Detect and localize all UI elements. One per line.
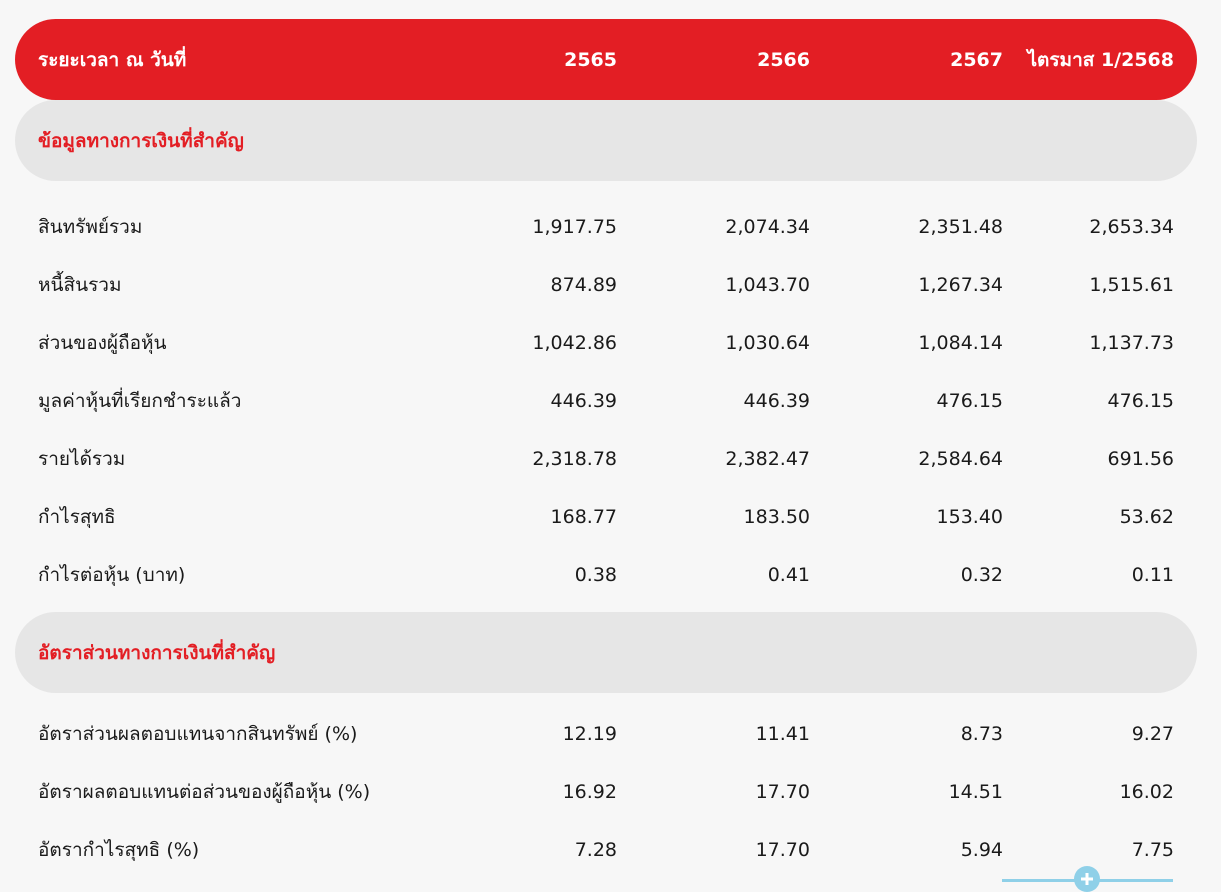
header-year-2566: 2566 [757,48,810,71]
row-value: 5.94 [960,839,1003,861]
row-value: 0.11 [1131,564,1174,586]
row-label: อัตราผลตอบแทนต่อส่วนของผู้ถือหุ้น (%) [38,781,371,803]
row-value: 1,917.75 [532,216,617,238]
plus-icon [1080,872,1094,886]
row-value: 8.73 [960,723,1003,745]
row-value: 0.32 [960,564,1003,586]
expand-control[interactable] [1002,866,1173,886]
row-label: กำไรต่อหุ้น (บาท) [38,564,186,586]
row-label: รายได้รวม [38,448,126,470]
table-row [15,198,1197,256]
header-year-2567: 2567 [950,48,1003,71]
row-value: 1,043.70 [725,274,810,296]
row-value: 446.39 [550,390,617,412]
header-year-2565: 2565 [564,48,617,71]
table-row [15,546,1197,604]
row-value: 1,515.61 [1089,274,1174,296]
row-value: 7.75 [1131,839,1174,861]
row-value: 0.38 [574,564,617,586]
section-title: ข้อมูลทางการเงินที่สำคัญ [38,129,244,152]
row-value: 476.15 [936,390,1003,412]
section-key-financial-ratios [15,612,1197,693]
table-header [15,19,1197,100]
section-key-financial-data [15,100,1197,181]
table-row [15,430,1197,488]
row-value: 1,030.64 [725,332,810,354]
row-label: อัตรากำไรสุทธิ (%) [38,839,200,861]
row-value: 0.41 [767,564,810,586]
row-label: อัตราส่วนผลตอบแทนจากสินทรัพย์ (%) [38,723,358,745]
table-row [15,256,1197,314]
table-row [15,763,1197,821]
row-value: 14.51 [948,781,1003,803]
row-value: 168.77 [550,506,617,528]
row-value: 12.19 [562,723,617,745]
row-value: 53.62 [1119,506,1174,528]
row-value: 2,584.64 [918,448,1003,470]
row-value: 1,084.14 [918,332,1003,354]
row-value: 153.40 [936,506,1003,528]
row-value: 9.27 [1131,723,1174,745]
row-value: 1,137.73 [1089,332,1174,354]
row-label: ส่วนของผู้ถือหุ้น [38,332,167,354]
row-label: หนี้สินรวม [38,274,122,296]
row-label: กำไรสุทธิ [38,506,116,528]
row-value: 17.70 [755,781,810,803]
row-value: 691.56 [1107,448,1174,470]
row-value: 1,042.86 [532,332,617,354]
row-value: 1,267.34 [918,274,1003,296]
row-value: 2,318.78 [532,448,617,470]
financial-summary-table [15,19,1197,879]
row-value: 2,351.48 [918,216,1003,238]
row-value: 2,074.34 [725,216,810,238]
row-value: 2,653.34 [1089,216,1174,238]
row-value: 183.50 [743,506,810,528]
table-row [15,488,1197,546]
row-value: 476.15 [1107,390,1174,412]
row-label: มูลค่าหุ้นที่เรียกชำระแล้ว [38,390,242,412]
table-row [15,705,1197,763]
row-value: 2,382.47 [725,448,810,470]
row-value: 16.02 [1119,781,1174,803]
row-value: 11.41 [755,723,810,745]
row-label: สินทรัพย์รวม [38,216,143,238]
expand-button[interactable] [1074,866,1100,892]
table-row [15,314,1197,372]
row-value: 446.39 [743,390,810,412]
row-value: 16.92 [562,781,617,803]
header-period-label: ระยะเวลา ณ วันที่ [38,48,187,71]
row-value: 7.28 [574,839,617,861]
header-quarter-1-2568: ไตรมาส 1/2568 [1027,48,1174,71]
row-value: 17.70 [755,839,810,861]
table-row [15,372,1197,430]
row-value: 874.89 [550,274,617,296]
section-title: อัตราส่วนทางการเงินที่สำคัญ [38,641,276,664]
